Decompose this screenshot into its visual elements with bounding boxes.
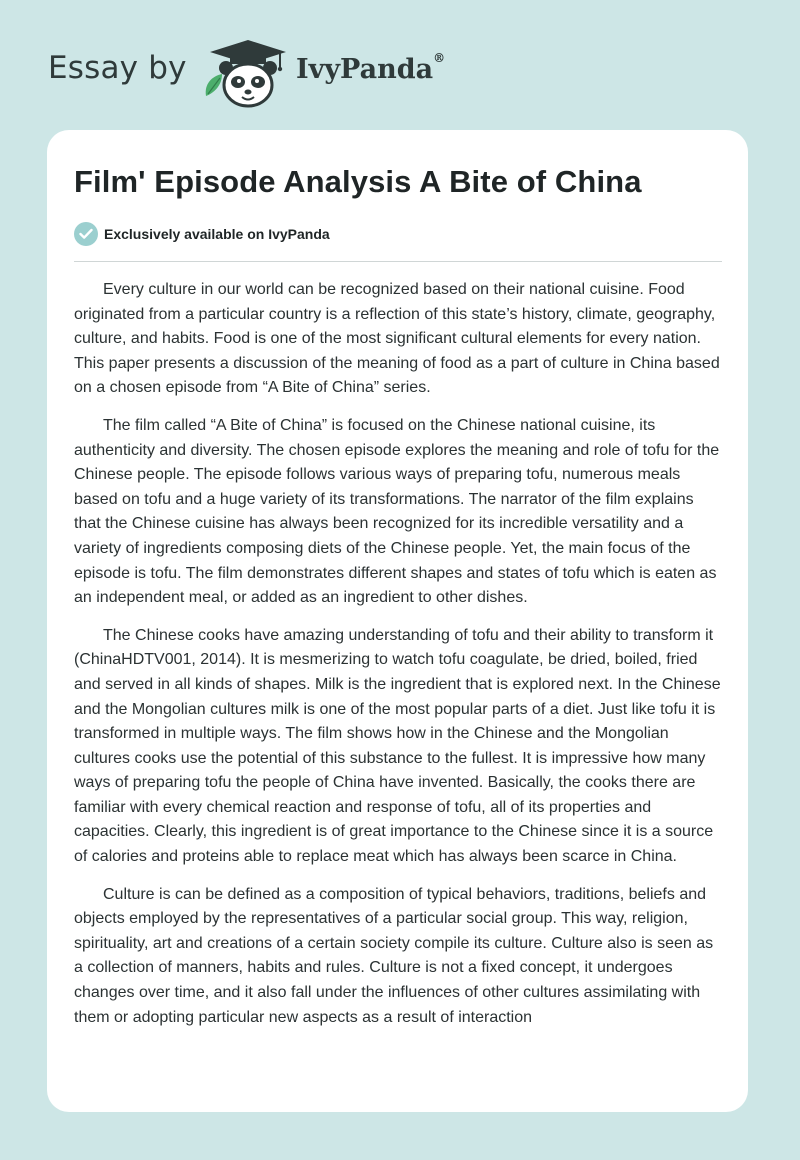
title-divider: [74, 261, 722, 262]
exclusive-badge: [74, 222, 330, 246]
panda-graduate-icon[interactable]: [200, 38, 292, 110]
paragraph: Culture is can be defined as a composition of typical behaviors, traditions, beliefs and objects employed by the representatives of a particular social group. This way, religion, spirituality, art and creations of a certain society compile its culture. Culture also is seen as a collection of manners, habits and rules. Culture is not a fixed concept, it undergoes changes over time, and it also fall under the influences of other cultures assimilating with them or adopting particular new aspects as a result of interaction: [74, 885, 714, 1026]
check-circle-icon: [74, 222, 98, 246]
exclusive-badge-label: Exclusively available on IvyPanda: [104, 226, 330, 242]
essay-card: [47, 130, 748, 1112]
registered-mark: ®: [433, 51, 446, 65]
essay-title: Film' Episode Analysis A Bite of China: [74, 164, 642, 199]
brand-name[interactable]: IvyPanda®: [296, 51, 446, 85]
essay-body: [74, 278, 724, 1043]
site-header: [48, 38, 508, 118]
paragraph: The film called “A Bite of China” is focused on the Chinese national cuisine, its authenticity and diversity. The chosen episode explores the meaning and role of tofu for the Chinese people. The episode follows various ways of preparing tofu, numerous meals based on tofu and a huge variety of its transformations. The narrator of the film explains that the Chinese cuisine has always been recognized for its incredible versatility and a variety of ingredients composing diets of the Chinese people. Yet, the main focus of the episode is tofu. The film demonstrates different shapes and states of tofu which is eaten as an independent meal, or added as an ingredient to other dishes.: [74, 416, 720, 607]
paragraph: Every culture in our world can be recognized based on their national cuisine. Food originated from a particular country is a reflection of this state’s history, climate, geography, culture, and habits. Food is one of the most significant cultural elements for every nation. This paper presents a discussion of the meaning of food as a part of culture in China based on a chosen episode from “A Bite of China” series.: [74, 281, 720, 397]
paragraph: The Chinese cooks have amazing understanding of tofu and their ability to transform it (ChinaHDTV001, 2014). It is mesmerizing to watch tofu coagulate, be dried, boiled, fried and served in all kinds of shapes. Milk is the ingredient that is explored next. In the Chinese and the Mongolian cultures milk is one of the most popular parts of a diet. Just like tofu it is transformed in multiple ways. The film shows how in the Chinese and the Mongolian cultures cooks use the potential of this substance to the fullest. It is impressive how many ways of preparing tofu the people of China have invented. Basically, the cooks there are familiar with every chemical reaction and response of tofu, all of its properties and capacities. Clearly, this ingredient is of great importance to the Chinese since it is a source of calories and proteins able to replace meat which has always been scarce in China.: [74, 626, 721, 866]
essay-by-label: Essay by: [48, 50, 187, 86]
